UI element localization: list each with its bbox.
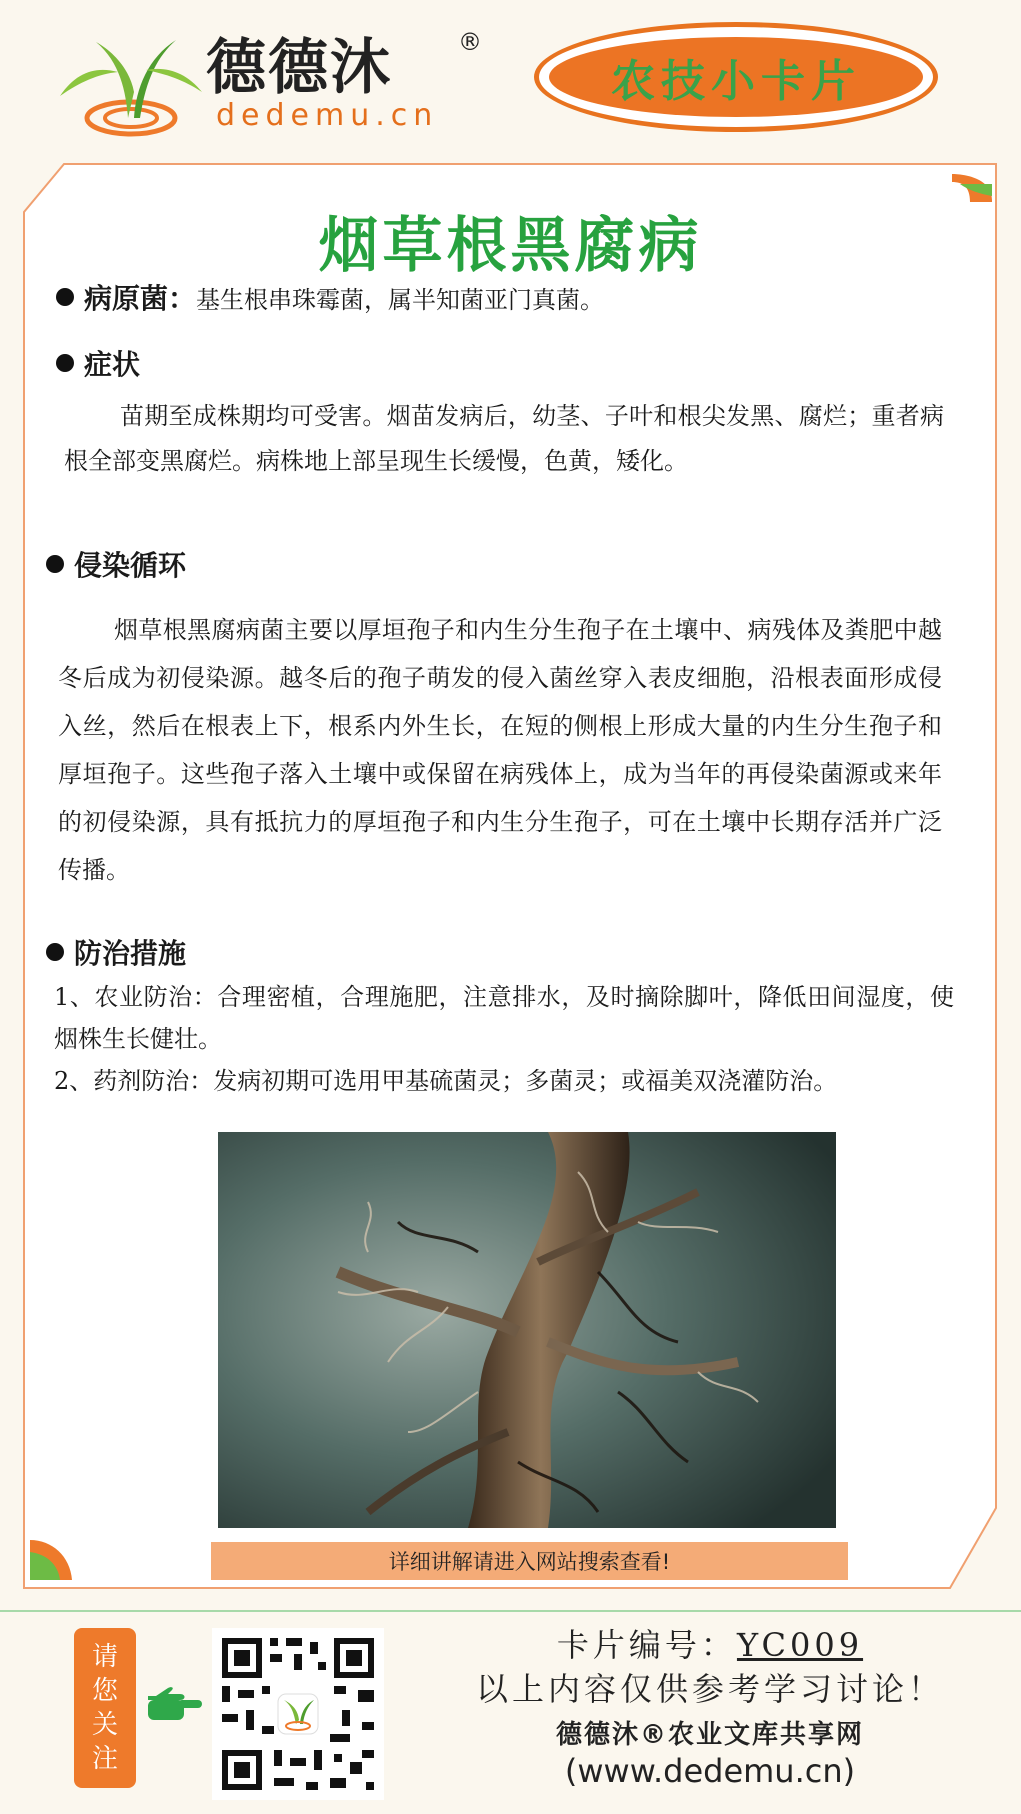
bullet-icon — [46, 943, 64, 961]
registered-mark: ® — [458, 28, 482, 56]
pathogen-text: 基生根串珠霉菌，属半知菌亚门真菌。 — [196, 286, 605, 314]
brand-logo — [56, 22, 206, 140]
control-item-chemical: 2、药剂防治：发病初期可选用甲基硫菌灵；多菌灵；或福美双浇灌防治。 — [54, 1067, 838, 1095]
follow-char: 您 — [91, 1676, 118, 1706]
card-number-label: 卡片编号： — [556, 1626, 737, 1664]
page-title: 烟草根黑腐病 — [318, 211, 703, 281]
symptoms-text: 苗期至成株期均可受害。烟苗发病后，幼茎、子叶和根尖发黑、腐烂；重者病根全部变黑腐烂。病株地上部呈现生长缓慢，色黄，矮化。 — [64, 402, 944, 475]
card-type-label: 农技小卡片 — [611, 56, 861, 107]
pathogen-row — [56, 277, 604, 317]
brand-name: 德德沐 — [206, 33, 392, 103]
follow-char: 关 — [91, 1710, 118, 1740]
footer-divider — [0, 1610, 1021, 1612]
control-item-agricultural: 1、农业防治：合理密植，合理施肥，注意排水，及时摘除脚叶，降低田间湿度，使烟株生长健壮。 — [54, 983, 954, 1053]
bullet-icon — [46, 555, 64, 573]
cycle-heading-text: 侵染循环 — [74, 549, 187, 582]
symptoms-heading-text: 症状 — [84, 348, 141, 381]
root-disease-photo — [218, 1132, 836, 1528]
control-heading-text: 防治措施 — [74, 937, 187, 970]
qr-code — [212, 1628, 384, 1800]
card-type-badge — [534, 22, 938, 132]
website-link[interactable]: (www.dedemu.cn) — [564, 1752, 856, 1790]
pathogen-label: 病原菌： — [84, 282, 197, 315]
caption-bar: 详细讲解请进入网站搜索查看! — [211, 1542, 848, 1580]
card-number: YC009 — [736, 1626, 864, 1664]
follow-char: 请 — [91, 1642, 118, 1672]
library-name: 德德沐®农业文库共享网 — [555, 1720, 864, 1750]
card-number-row — [430, 1620, 990, 1666]
pointing-hand-icon — [146, 1686, 204, 1726]
brand-url: dedemu.cn — [216, 98, 439, 133]
control-heading — [46, 932, 186, 972]
cycle-text: 烟草根黑腐病菌主要以厚垣孢子和内生分生孢子在土壤中、病残体及粪肥中越冬后成为初侵染源。越冬后的孢子萌发的侵入菌丝穿入表皮细胞，沿根表面形成侵入丝，然后在根表上下，根系内外生长，在短的侧根上形成大量的内生分生孢子和厚垣孢子。这些孢子落入土壤中或保留在病残体上，成为当年的再侵染菌源或来年的初侵染源，具有抵抗力的厚垣孢子和内生分生孢子，可在土壤中长期存活并广泛传播。 — [58, 616, 942, 884]
follow-badge — [74, 1628, 136, 1788]
disclaimer: 以上内容仅供参考学习讨论！ — [475, 1670, 944, 1708]
symptoms-heading — [56, 343, 140, 383]
follow-char: 注 — [91, 1744, 118, 1774]
cycle-heading — [46, 544, 186, 584]
bullet-icon — [56, 354, 74, 372]
bullet-icon — [56, 288, 74, 306]
